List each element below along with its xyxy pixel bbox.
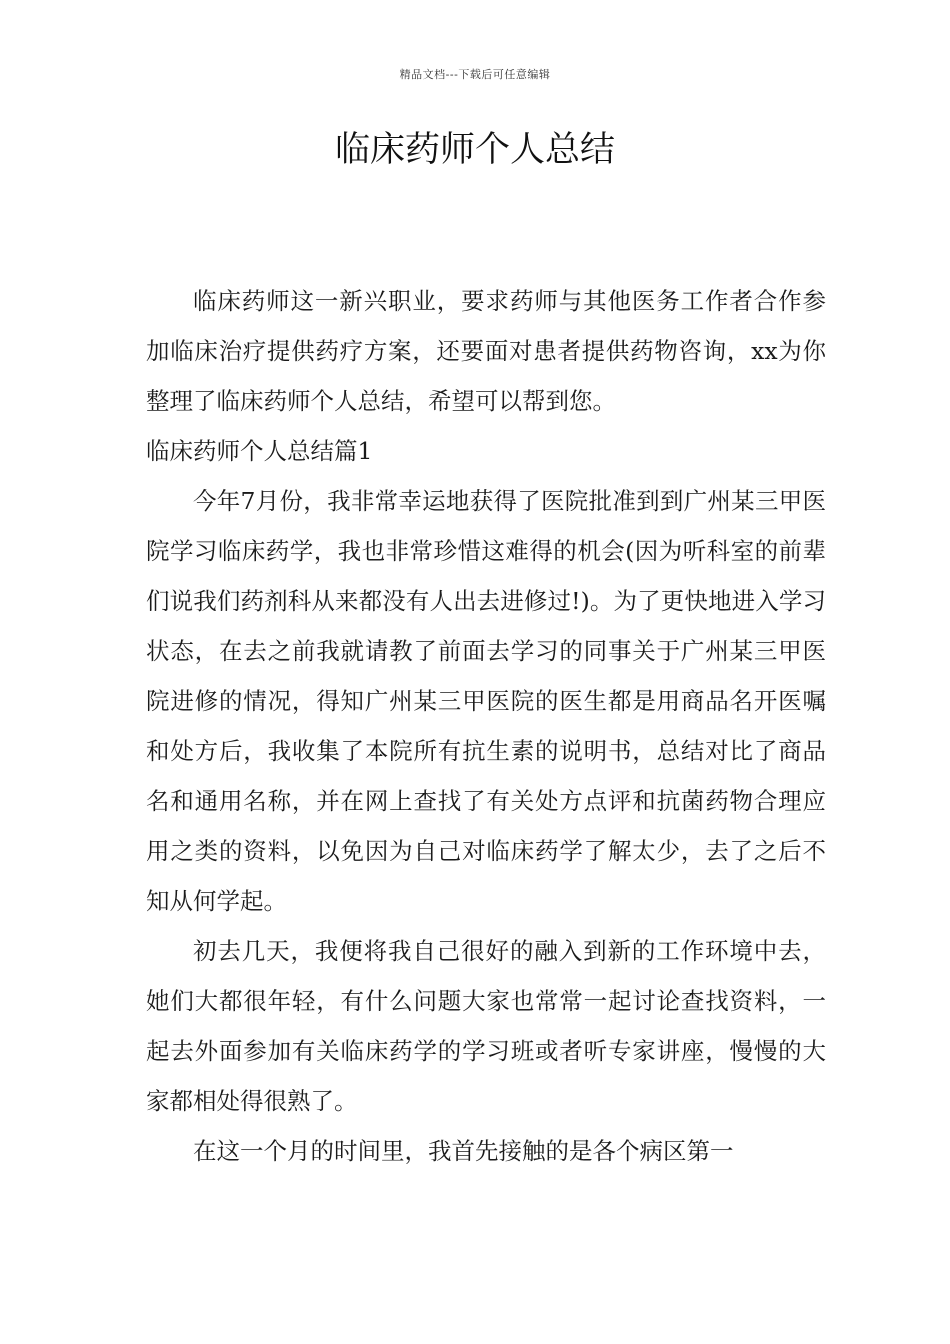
section-heading: 临床药师个人总结篇1 <box>146 437 373 465</box>
document-body <box>146 276 826 1176</box>
header-note: 精品文档---下载后可任意编辑 <box>399 68 551 81</box>
paragraph: 初去几天，我便将我自己很好的融入到新的工作环境中去，她们大都很年轻，有什么问题大家也常常一起讨论查找资料，一起去外面参加有关临床药学的学习班或者听专家讲座，慢慢的大家都相处得很熟了。 <box>146 937 826 1115</box>
paragraph-intro: 临床药师这一新兴职业，要求药师与其他医务工作者合作参加临床治疗提供药疗方案，还要面对患者提供药物咨询，xx为你整理了临床药师个人总结，希望可以帮到您。 <box>146 287 826 415</box>
paragraph: 今年7月份，我非常幸运地获得了医院批准到到广州某三甲医院学习临床药学，我也非常珍惜这难得的机会(因为听科室的前辈们说我们药剂科从来都没有人出去进修过!)。为了更快地进入学习状态，在去之前我就请教了前面去学习的同事关于广州某三甲医院进修的情况，得知广州某三甲医院的医生都是用商品名开医嘱和处方后，我收集了本院所有抗生素的说明书，总结对比了商品名和通用名称，并在网上查找了有关处方点评和抗菌药物合理应用之类的资料，以免因为自己对临床药学了解太少，去了之后不知从何学起。 <box>146 487 826 915</box>
paragraph: 在这一个月的时间里，我首先接触的是各个病区第一 <box>193 1137 734 1165</box>
page-title: 临床药师个人总结 <box>334 130 615 170</box>
